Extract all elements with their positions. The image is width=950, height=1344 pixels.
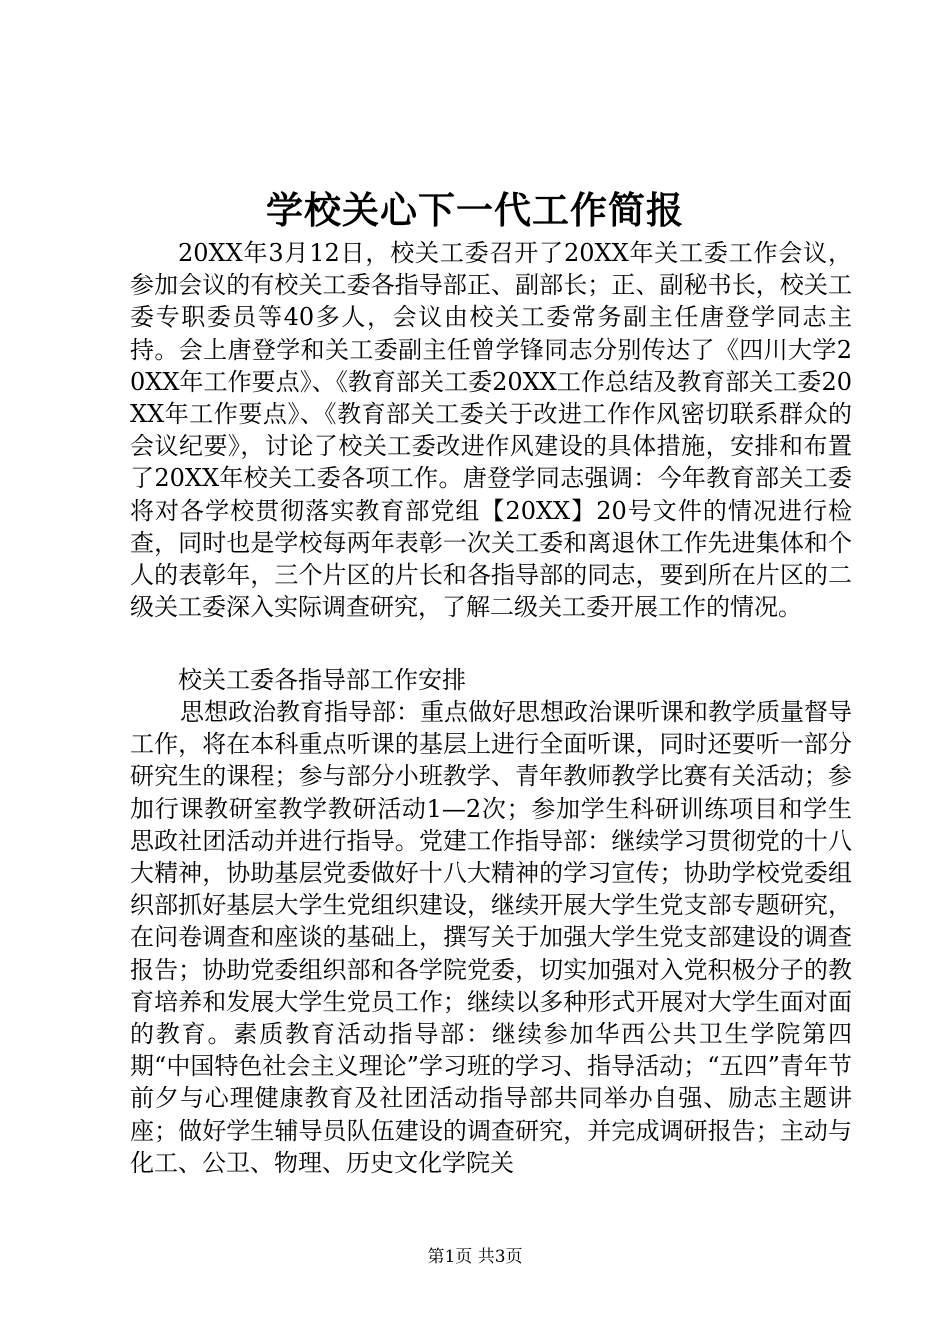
page-number-footer: 第1页 共3页: [427, 1247, 523, 1267]
paragraph-work-arrangements: 思想政治教育指导部：重点做好思想政治课听课和教学质量督导工作，将在本科重点听课的基层上进行全面听课，同时还要听一部分研究生的课程；参与部分小班教学、青年教师教学比赛有关活动；参加行课教研室教学教研活动1—2次；参加学生科研训练项目和学生思政社团活动并进行指导。党建工作指导部：继续学习贯彻党的十八大精神，协助基层党委做好十八大精神的学习宣传；协助学校党委组织部抓好基层大学生党组织建设，继续开展大学生党支部专题研究，在问卷调查和座谈的基础上，撰写关于加强大学生党支部建设的调查报告；协助党委组织部和各学院党委，切实加强对入党积极分子的教育培养和发展大学生党员工作；继续以多种形式开展对大学生面对面的教育。素质教育活动指导部：继续参加华西公共卫生学院第四期“中国特色社会主义理论”学习班的学习、指导活动；“五四”青年节前夕与心理健康教育及社团活动指导部共同举办自强、励志主题讲座；做好学生辅导员队伍建设的调查研究，并完成调研报告；主动与化工、公卫、物理、历史文化学院关: [130, 698, 852, 1177]
document-title: 学校关心下一代工作简报: [266, 188, 684, 232]
section-heading: 校关工委各指导部工作安排: [178, 666, 466, 694]
paragraph-meeting-summary: 20XX年3月12日，校关工委召开了20XX年关工委工作会议，参加会议的有校关工委各指导部正、副部长；正、副秘书长，校关工委专职委员等40多人，会议由校关工委常务副主任唐登学同志主持。会上唐登学和关工委副主任曾学锋同志分别传达了《四川大学20XX年工作要点》、《教育部关工委20XX工作总结及教育部关工委20XX年工作要点》、《教育部关工委关于改进工作作风密切联系群众的会议纪要》，讨论了校关工委改进作风建设的具体措施，安排和布置了20XX年校关工委各项工作。唐登学同志强调：今年教育部关工委将对各学校贯彻落实教育部党组【20XX】20号文件的情况进行检查，同时也是学校每两年表彰一次关工委和离退休工作先进集体和个人的表彰年，三个片区的片长和各指导部的同志，要到所在片区的二级关工委深入实际调查研究，了解二级关工委开展工作的情况。: [130, 239, 852, 622]
